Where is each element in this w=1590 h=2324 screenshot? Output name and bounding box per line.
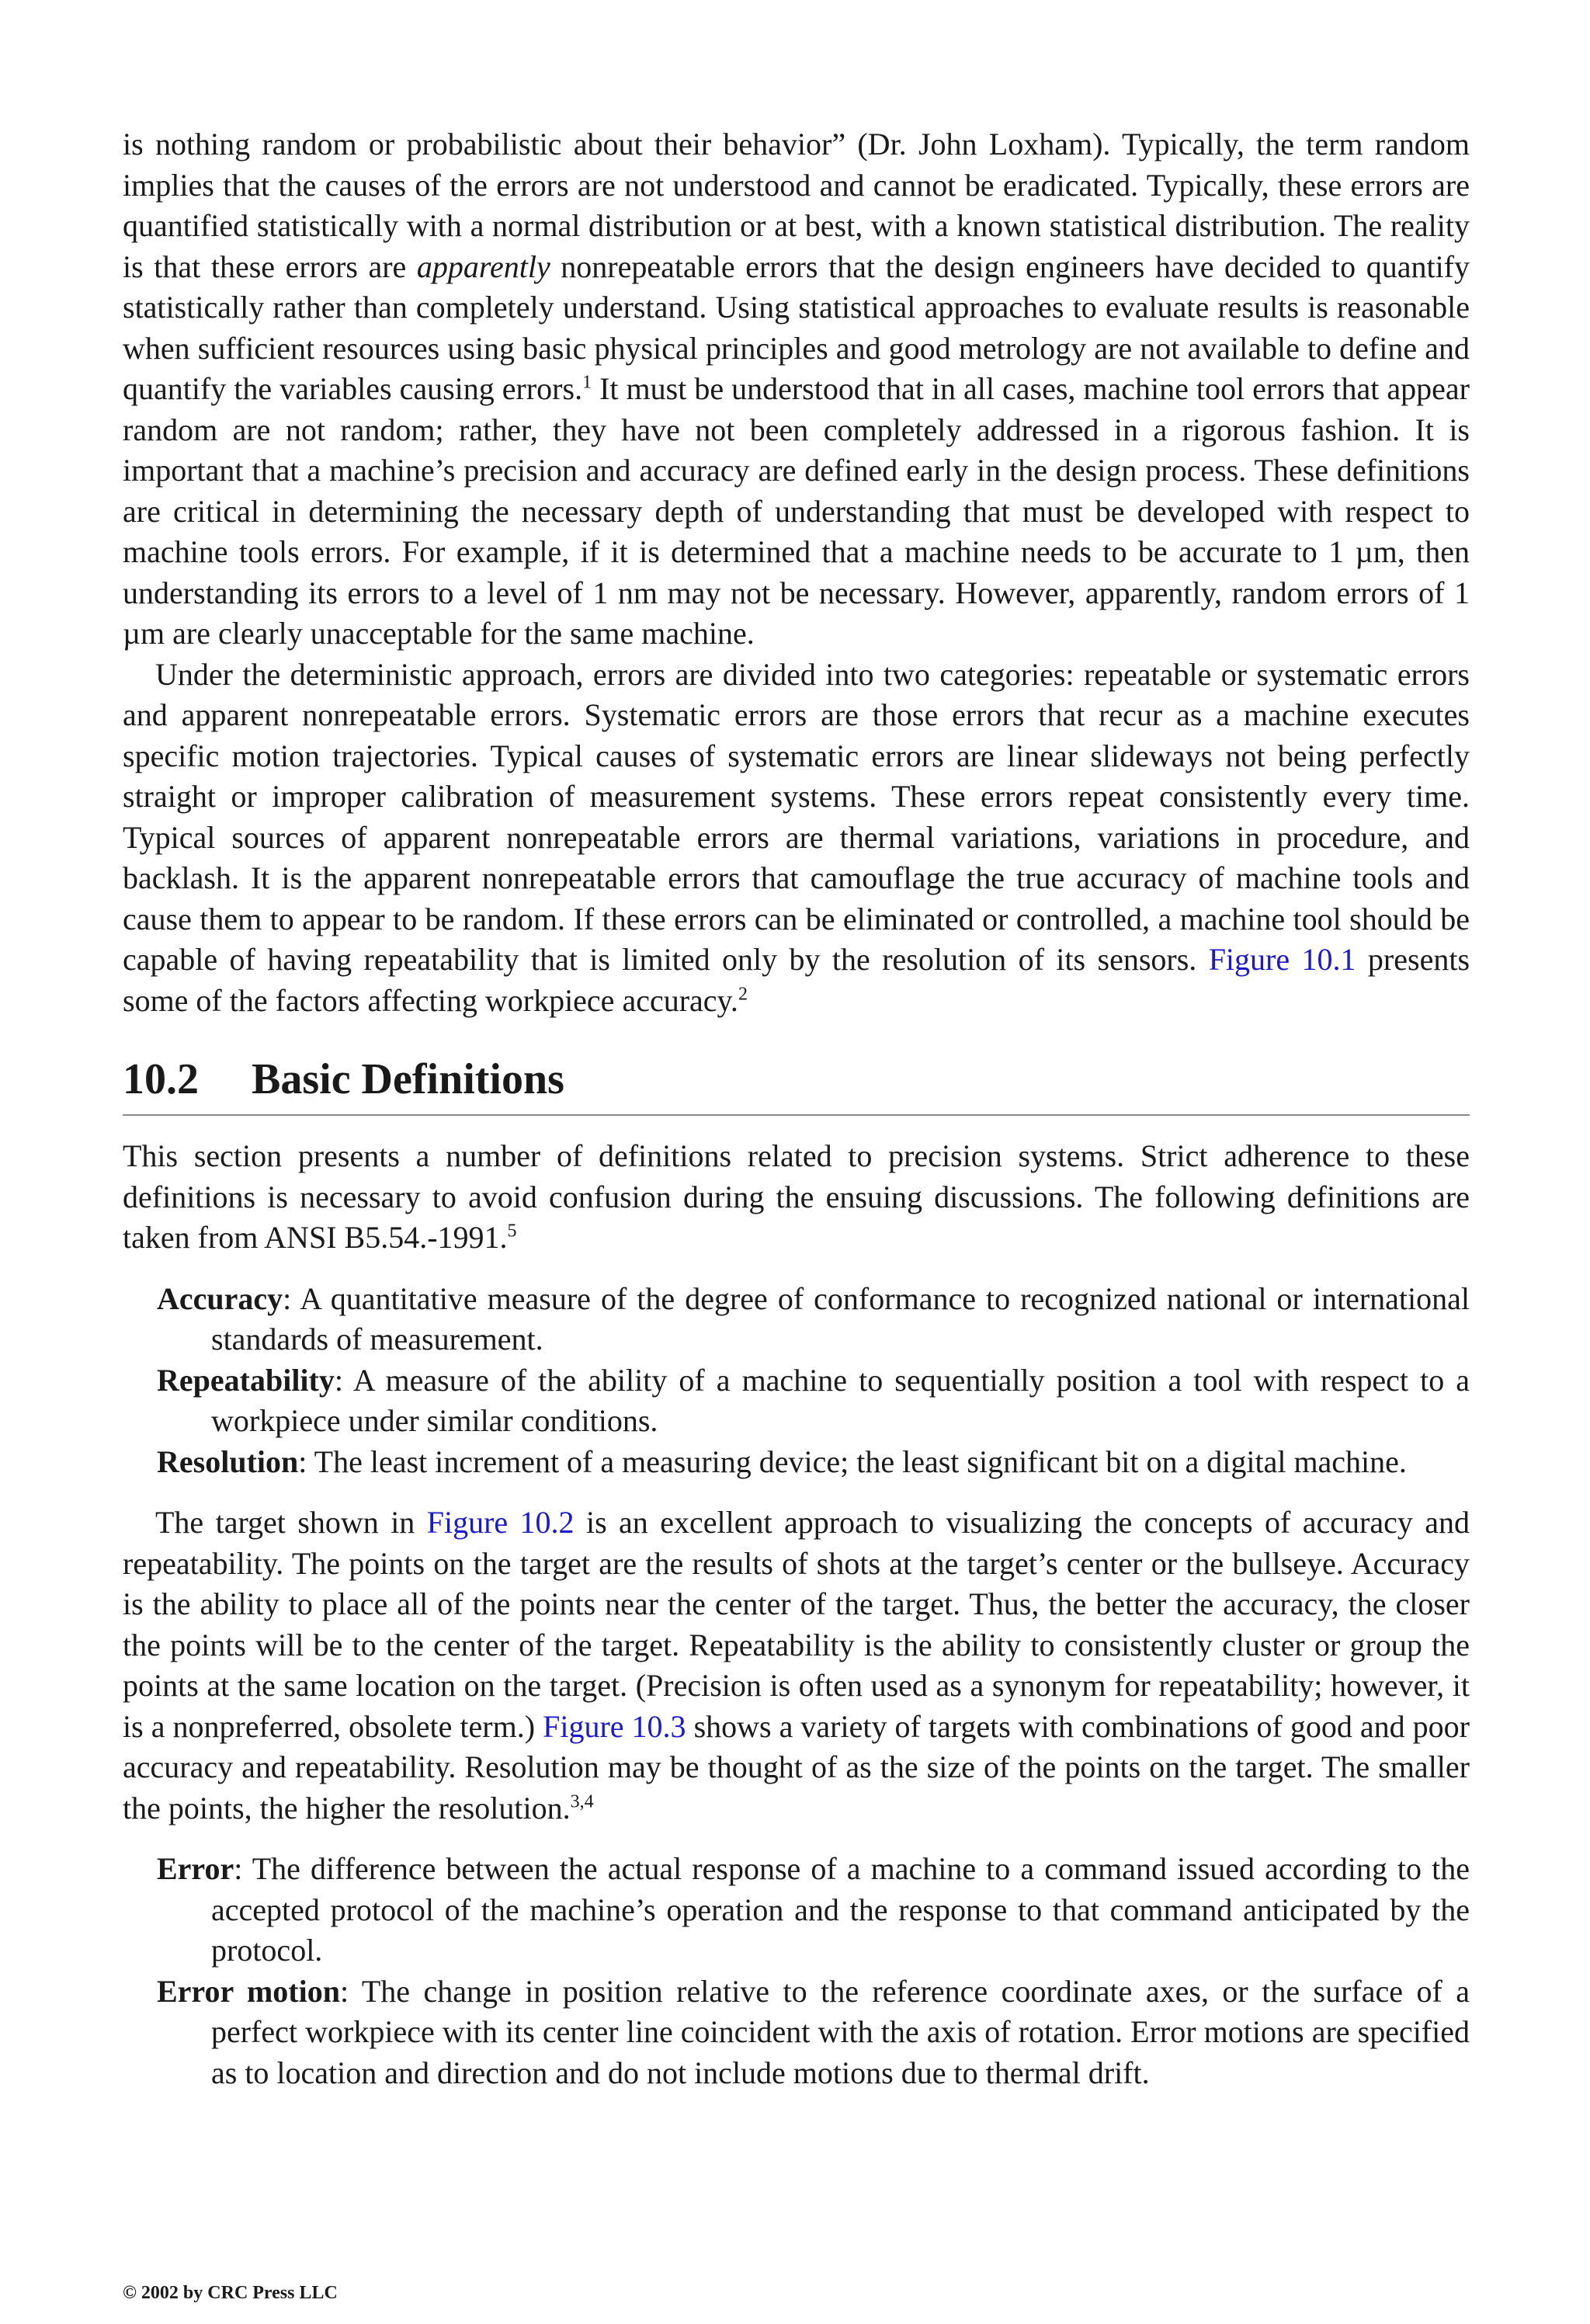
definition-item <box>123 1442 1470 1483</box>
para4-text-a: The target shown in <box>155 1505 427 1540</box>
definition-item <box>123 1849 1470 1971</box>
paragraph-target <box>123 1502 1470 1829</box>
figure-10-1-link[interactable]: Figure 10.1 <box>1208 942 1356 977</box>
para1-emphasis: apparently <box>416 248 550 284</box>
definition-term: Error <box>157 1851 234 1886</box>
para1-text-a: is nothing random or probabilistic about their behavior” (Dr. John Loxham). Typically, the term random implies that the causes of the errors are not understood and cannot be eradicated. Typically, these errors are quantified statistically with a normal distribution or at best, with a known statistical distribution. The reality is that these errors are <box>123 127 1470 284</box>
definition-item <box>123 1971 1470 2094</box>
para3-text: This section presents a number of definitions related to precision systems. Strict adherence to these definitions is necessary to avoid confusion during the ensuing discussions. The following definitions are taken from ANSI B5.54.-1991. <box>123 1138 1470 1255</box>
section-title: Basic Definitions <box>252 1055 564 1103</box>
figure-10-2-link[interactable]: Figure 10.2 <box>426 1505 575 1540</box>
paragraph-deterministic <box>123 655 1470 1022</box>
definition-text: : A measure of the ability of a machine to sequentially position a tool with respect to a workpiece under similar conditions. <box>211 1362 1470 1438</box>
definition-text: : A quantitative measure of the degree of conformance to recognized national or international standards of measurement. <box>211 1280 1470 1357</box>
definition-term: Resolution <box>157 1443 299 1479</box>
definition-term: Accuracy <box>157 1280 283 1316</box>
para4-text-b: is an excellent approach to visualizing the concepts of accuracy and repeatability. The points on the target are the results of shots at the target’s center or the bullseye. Accuracy is the ability to place all of the points near the center of the target. Thus, the better the accuracy, the closer the points will be to the center of the target. Repeatability is the ability to consistently cluster or group the points at the same location on the target. (Precision is often used as a synonym for repeatability; however, it is a nonpreferred, obsolete term.) <box>123 1505 1470 1744</box>
definition-text: : The least increment of a measuring device; the least significant bit on a digital machine. <box>298 1443 1407 1479</box>
copyright-footer: © 2002 by CRC Press LLC <box>123 2283 338 2303</box>
para1-text-c: It must be understood that in all cases, machine tool errors that appear random are not random; rather, they have not been completely addressed in a rigorous fashion. It is important that a machine’s precision and accuracy are defined early in the design process. These definitions are critical in determining the necessary depth of understanding that must be developed with respect to machine tools errors. For example, if it is determined that a machine needs to be accurate to 1 µm, then understanding its errors to a level of 1 nm may not be necessary. However, apparently, random errors of 1 µm are clearly unacceptable for the same machine. <box>123 371 1470 651</box>
reference-superscript[interactable]: 2 <box>738 984 748 1005</box>
figure-10-3-link[interactable]: Figure 10.3 <box>543 1708 686 1744</box>
definition-list-2 <box>123 1849 1470 2093</box>
para4-text-c: shows a variety of targets with combinations of good and poor accuracy and repeatability. Resolution may be thought of as the size of the points on the target. The smaller the points, the higher the resolution. <box>123 1708 1470 1826</box>
section-heading <box>123 1052 1470 1116</box>
paragraph-intro <box>123 124 1470 655</box>
definition-item <box>123 1279 1470 1360</box>
reference-superscript[interactable]: 3,4 <box>570 1791 594 1812</box>
page-body <box>123 124 1470 2114</box>
paragraph-section-intro <box>123 1136 1470 1259</box>
para2-text-a: Under the deterministic approach, errors are divided into two categories: repeatable or systematic errors and apparent nonrepeatable errors. Systematic errors are those errors that recur as a machine executes specific motion trajectories. Typical causes of systematic errors are linear slideways not being perfectly straight or improper calibration of measurement systems. These errors repeat consistently every time. Typical sources of apparent nonrepeatable errors are thermal variations, variations in procedure, and backlash. It is the apparent nonrepeatable errors that camouflage the true accuracy of machine tools and cause them to appear to be random. If these errors can be eliminated or controlled, a machine tool should be capable of having repeatability that is limited only by the resolution of its sensors. <box>123 656 1470 977</box>
reference-superscript[interactable]: 1 <box>582 372 592 393</box>
definition-list-1 <box>123 1279 1470 1483</box>
definition-term: Repeatability <box>157 1362 335 1398</box>
reference-superscript[interactable]: 5 <box>507 1221 517 1242</box>
definition-text: : The difference between the actual response of a machine to a command issued according to the accepted protocol of the machine’s operation and the response to that command anticipated by the protocol. <box>211 1851 1470 1968</box>
section-number: 10.2 <box>123 1055 199 1103</box>
para1-text-b: nonrepeatable errors that the design engineers have decided to quantify statistically rather than completely understand. Using statistical approaches to evaluate results is reasonable when sufficient resources using basic physical principles and good metrology are not available to define and quantify the variables causing errors. <box>123 248 1470 406</box>
para2-text-b: presents some of the factors affecting workpiece accuracy. <box>123 942 1470 1018</box>
definition-item <box>123 1360 1470 1442</box>
definition-term: Error motion <box>157 1973 340 2009</box>
definition-text: : The change in position relative to the reference coordinate axes, or the surface of a perfect workpiece with its center line coincident with the axis of rotation. Error motions are specified as to location and direction and do not include motions due to thermal drift. <box>211 1973 1470 2090</box>
